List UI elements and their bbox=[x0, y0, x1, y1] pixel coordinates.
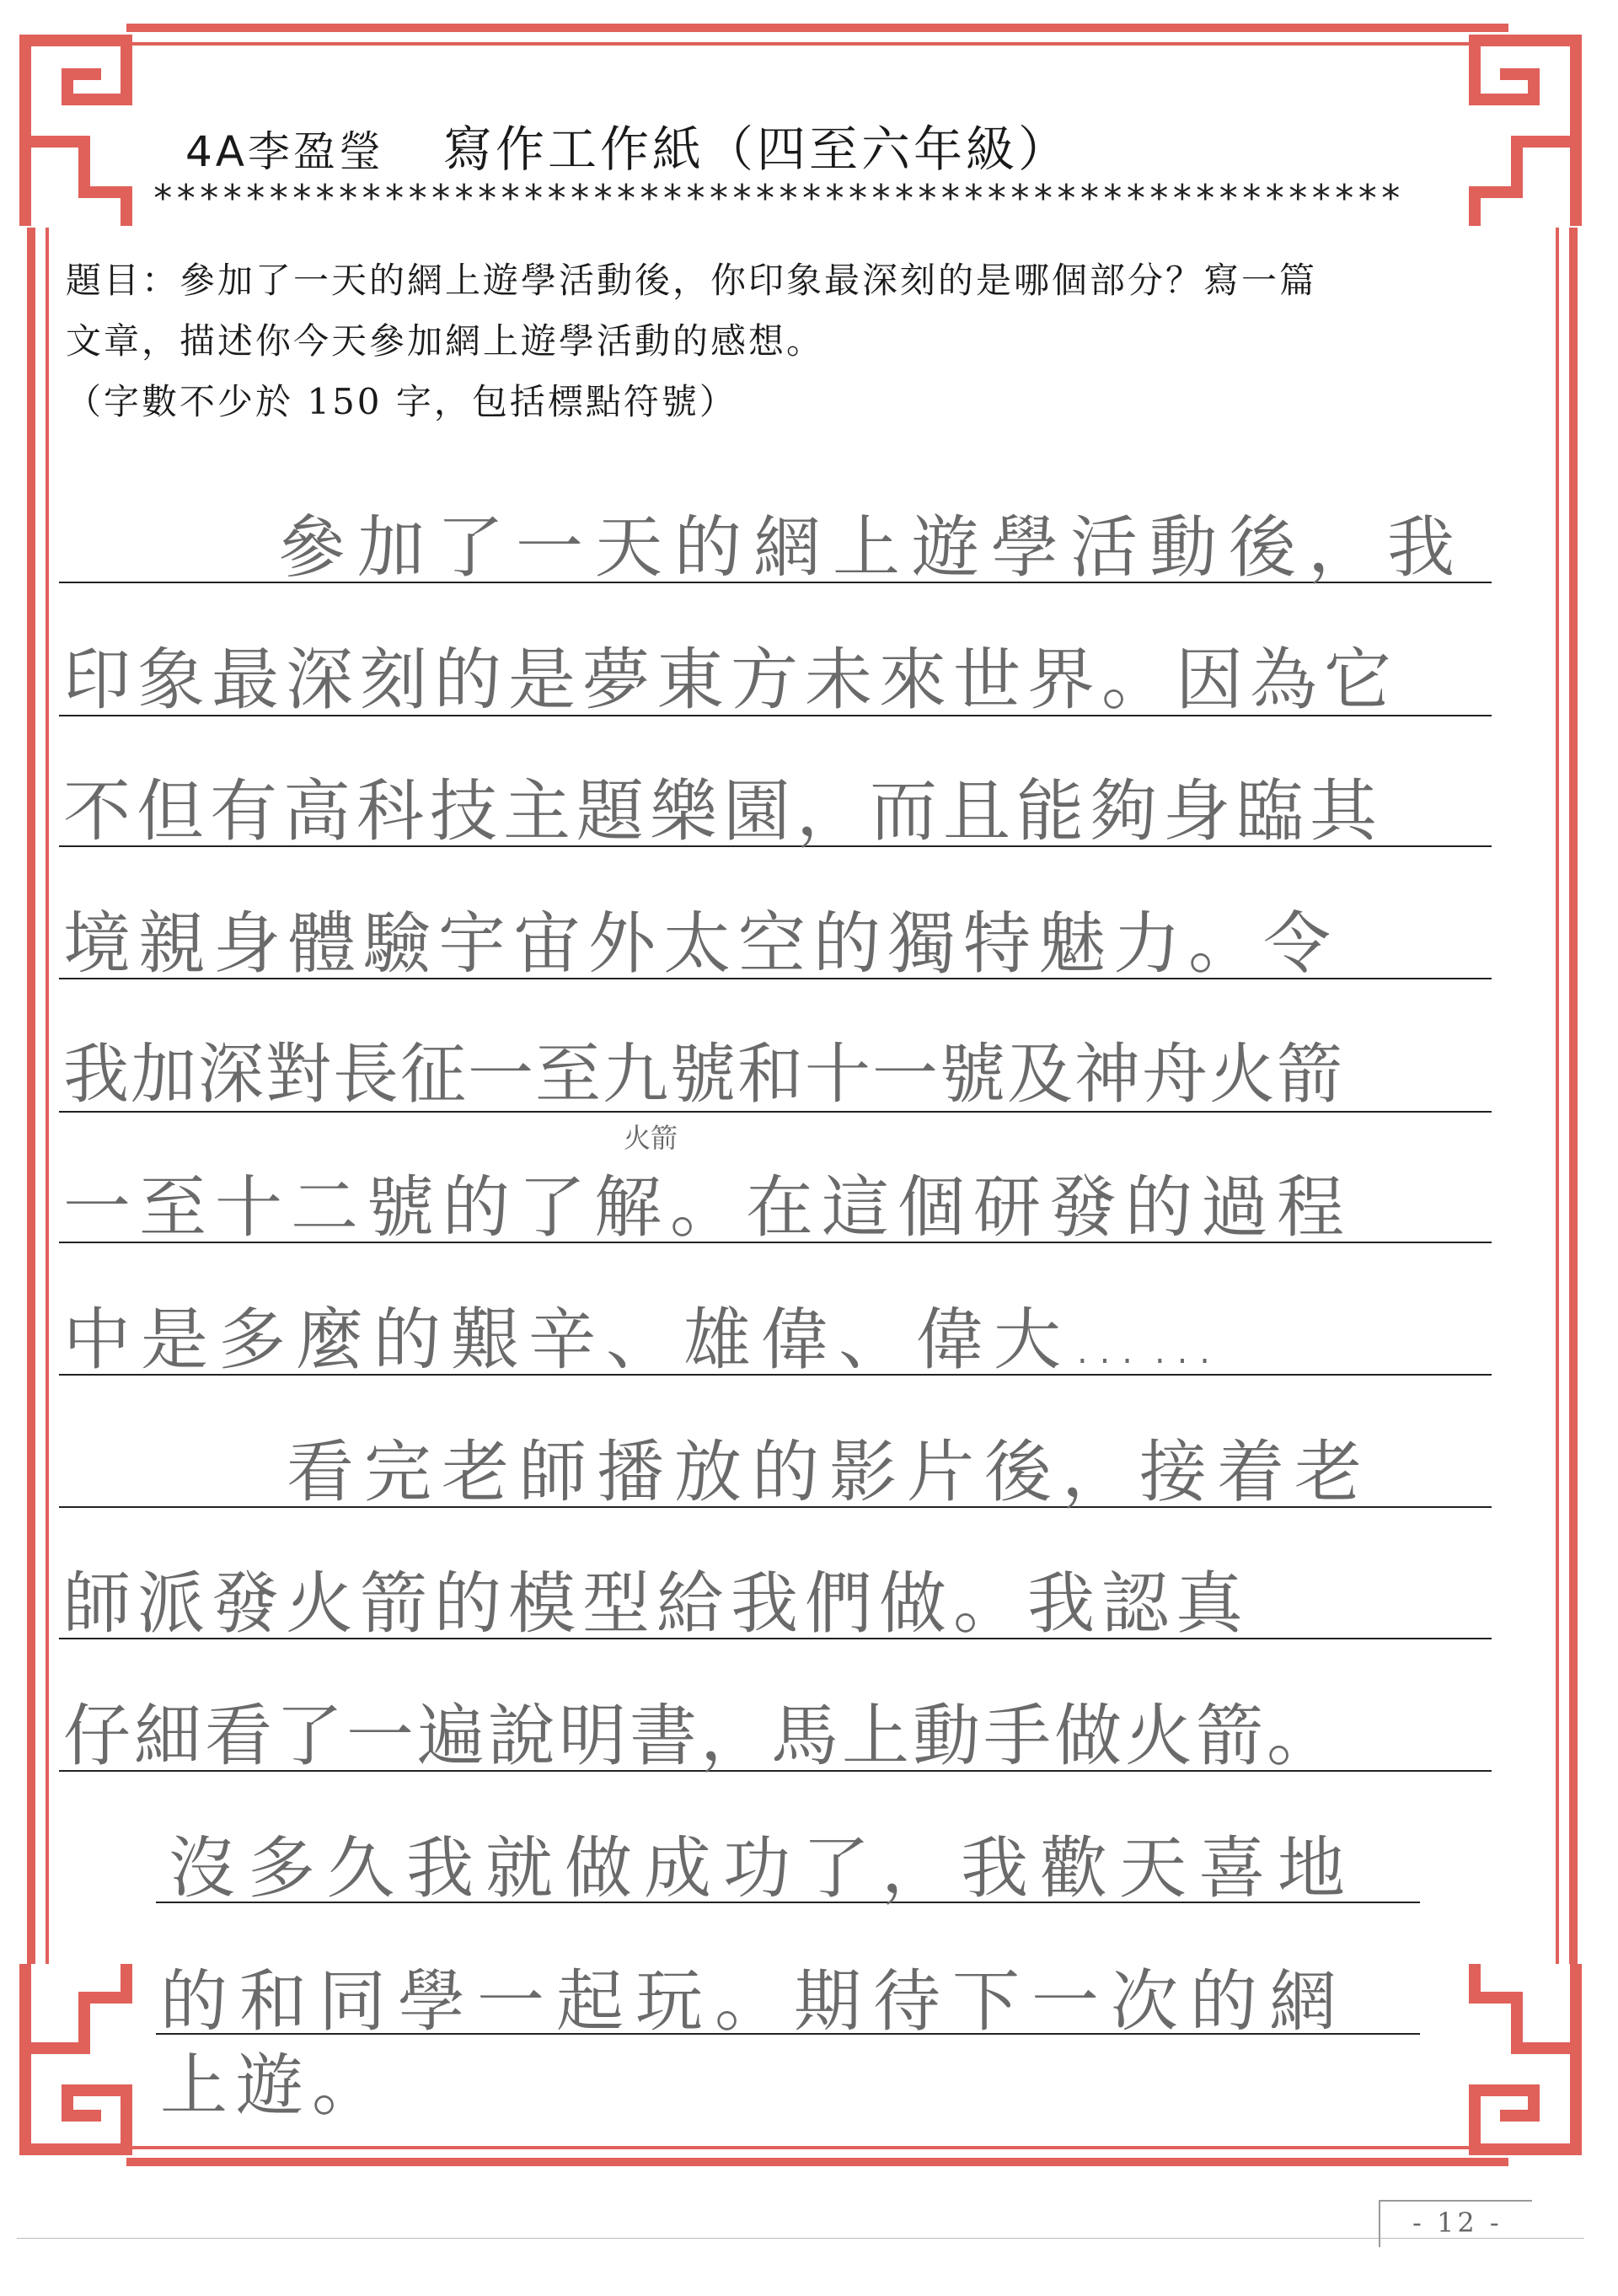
essay-line-13: 上遊。 bbox=[160, 2047, 388, 2125]
frame-top-border-inner bbox=[126, 42, 1508, 46]
worksheet-title: 寫作工作紙（四至六年級） bbox=[443, 121, 1071, 178]
prompt-line-3: （字數不少於 150 字，包括標點符號） bbox=[66, 381, 737, 422]
frame-right-border-inner bbox=[1556, 228, 1559, 1964]
frame-right-border bbox=[1569, 228, 1578, 1964]
worksheet-header bbox=[185, 110, 1070, 180]
essay-line-3: 不但有高科技主題樂園，而且能夠身臨其 bbox=[63, 772, 1383, 850]
corner-knot-icon bbox=[1458, 1964, 1584, 2166]
corner-knot-icon bbox=[17, 1964, 143, 2166]
frame-bottom-border-inner bbox=[126, 2146, 1508, 2149]
prompt-line-2: 文章，描述你今天參加網上遊學活動的感想。 bbox=[66, 320, 825, 362]
student-name: 4A李盈瑩 bbox=[185, 127, 385, 176]
essay-line-5: 我加深對長征一至九號和十一號及神舟火箭 bbox=[63, 1037, 1345, 1113]
frame-left-border-inner bbox=[46, 228, 49, 1964]
star-divider: ****************************************************** bbox=[152, 177, 1403, 220]
corner-knot-icon bbox=[17, 24, 143, 226]
essay-line-2: 印象最深刻的是夢東方未來世界。因為它 bbox=[63, 641, 1398, 719]
essay-line-7: 中是多麼的艱辛、雄偉、偉大…… bbox=[63, 1301, 1226, 1379]
essay-line-1: 參加了一天的網上遊學活動後，我 bbox=[278, 508, 1466, 587]
essay-line-10: 仔細看了一遍說明書，馬上動手做火箭。 bbox=[63, 1697, 1337, 1775]
essay-line-4: 境親身體驗宇宙外太空的獨特魅力。令 bbox=[63, 904, 1338, 983]
frame-bottom-border bbox=[126, 2158, 1508, 2166]
essay-line-11: 沒多久我就做成功了，我歡天喜地 bbox=[169, 1829, 1357, 1907]
essay-line-8: 看完老師播放的影片後，接着老 bbox=[287, 1433, 1372, 1511]
page-number: - 12 - bbox=[1412, 2207, 1503, 2239]
footer-rule bbox=[17, 2238, 1584, 2239]
prompt-line-1: 題目：參加了一天的網上遊學活動後，你印象最深刻的是哪個部分？寫一篇 bbox=[66, 260, 1318, 301]
frame-left-border bbox=[27, 228, 35, 1964]
essay-insert-note: 火箭 bbox=[624, 1122, 678, 1154]
essay-line-9: 師派發火箭的模型給我們做。我認真 bbox=[63, 1564, 1250, 1643]
frame-top-border bbox=[126, 24, 1508, 32]
corner-knot-icon bbox=[1458, 24, 1584, 226]
essay-line-12: 的和同學一起玩。期待下一次的網 bbox=[160, 1962, 1348, 2041]
essay-line-6: 一至十二號的了解。在這個研發的過程 bbox=[63, 1168, 1353, 1247]
